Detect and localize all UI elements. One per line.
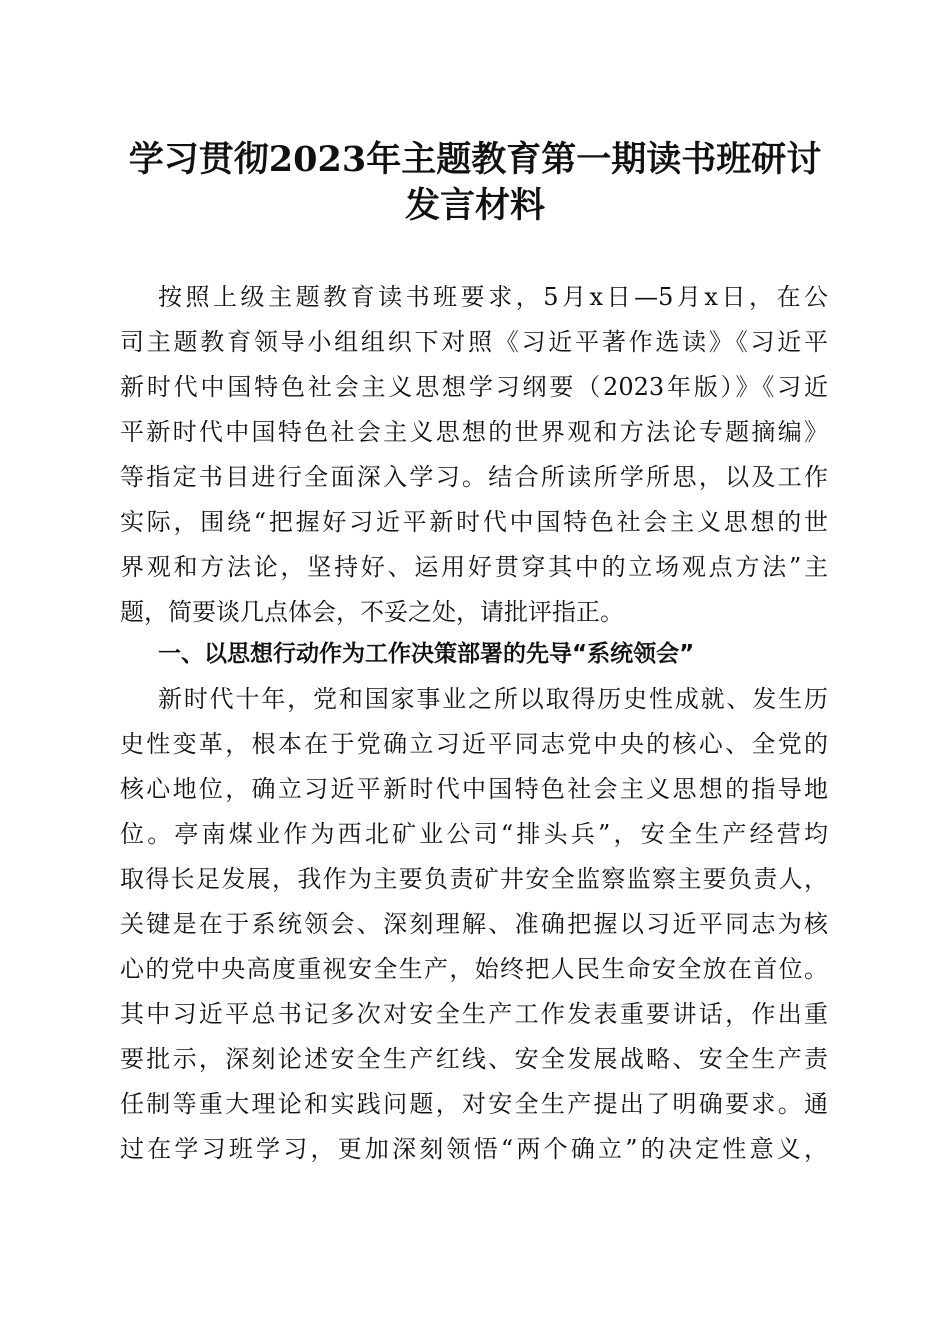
paragraph-line: 界观和方法论，坚持好、运用好贯穿其中的立场观点方法”主	[120, 553, 828, 581]
paragraph-line: 新时代十年，党和国家事业之所以取得历史性成就、发生历	[158, 685, 828, 713]
paragraph-line: 司主题教育领导小组组织下对照《习近平著作选读》《习近平	[120, 328, 828, 356]
document-title-line-2: 发言材料	[404, 185, 545, 226]
paragraph-line: 题，简要谈几点体会，不妥之处，请批评指正。	[120, 598, 624, 626]
paragraph-line: 位。亭南煤业作为西北矿业公司“排头兵”，安全生产经营均	[120, 820, 828, 848]
paragraph-line: 平新时代中国特色社会主义思想的世界观和方法论专题摘编》	[120, 418, 828, 446]
paragraph-line: 核心地位，确立习近平新时代中国特色社会主义思想的指导地	[120, 775, 828, 803]
paragraph-line: 关键是在于系统领会、深刻理解、准确把握以习近平同志为核	[120, 910, 828, 938]
paragraph-line: 任制等重大理论和实践问题，对安全生产提出了明确要求。通	[120, 1090, 828, 1118]
paragraph-line: 史性变革，根本在于党确立习近平同志党中央的核心、全党的	[120, 730, 828, 758]
paragraph-line: 过在学习班学习，更加深刻领悟“两个确立”的决定性意义，	[120, 1135, 828, 1163]
section-heading-1: 一、以思想行动作为工作决策部署的先导“系统领会”	[158, 641, 695, 667]
paragraph-line: 取得长足发展，我作为主要负责矿井安全监察监察主要负责人，	[120, 865, 828, 893]
paragraph-line: 等指定书目进行全面深入学习。结合所读所学所思，以及工作	[120, 463, 828, 491]
paragraph-line: 要批示，深刻论述安全生产红线、安全发展战略、安全生产责	[120, 1045, 828, 1073]
paragraph-line: 按照上级主题教育读书班要求，5月x日—5月x日，在公	[158, 283, 828, 311]
paragraph-line: 实际，围绕“把握好习近平新时代中国特色社会主义思想的世	[120, 508, 828, 536]
paragraph-line: 新时代中国特色社会主义思想学习纲要（2023年版）》《习近	[120, 373, 828, 401]
paragraph-line: 其中习近平总书记多次对安全生产工作发表重要讲话，作出重	[120, 1000, 828, 1028]
paragraph-line: 心的党中央高度重视安全生产，始终把人民生命安全放在首位。	[120, 955, 828, 983]
document-title-line-1: 学习贯彻2023年主题教育第一期读书班研讨	[128, 139, 822, 180]
